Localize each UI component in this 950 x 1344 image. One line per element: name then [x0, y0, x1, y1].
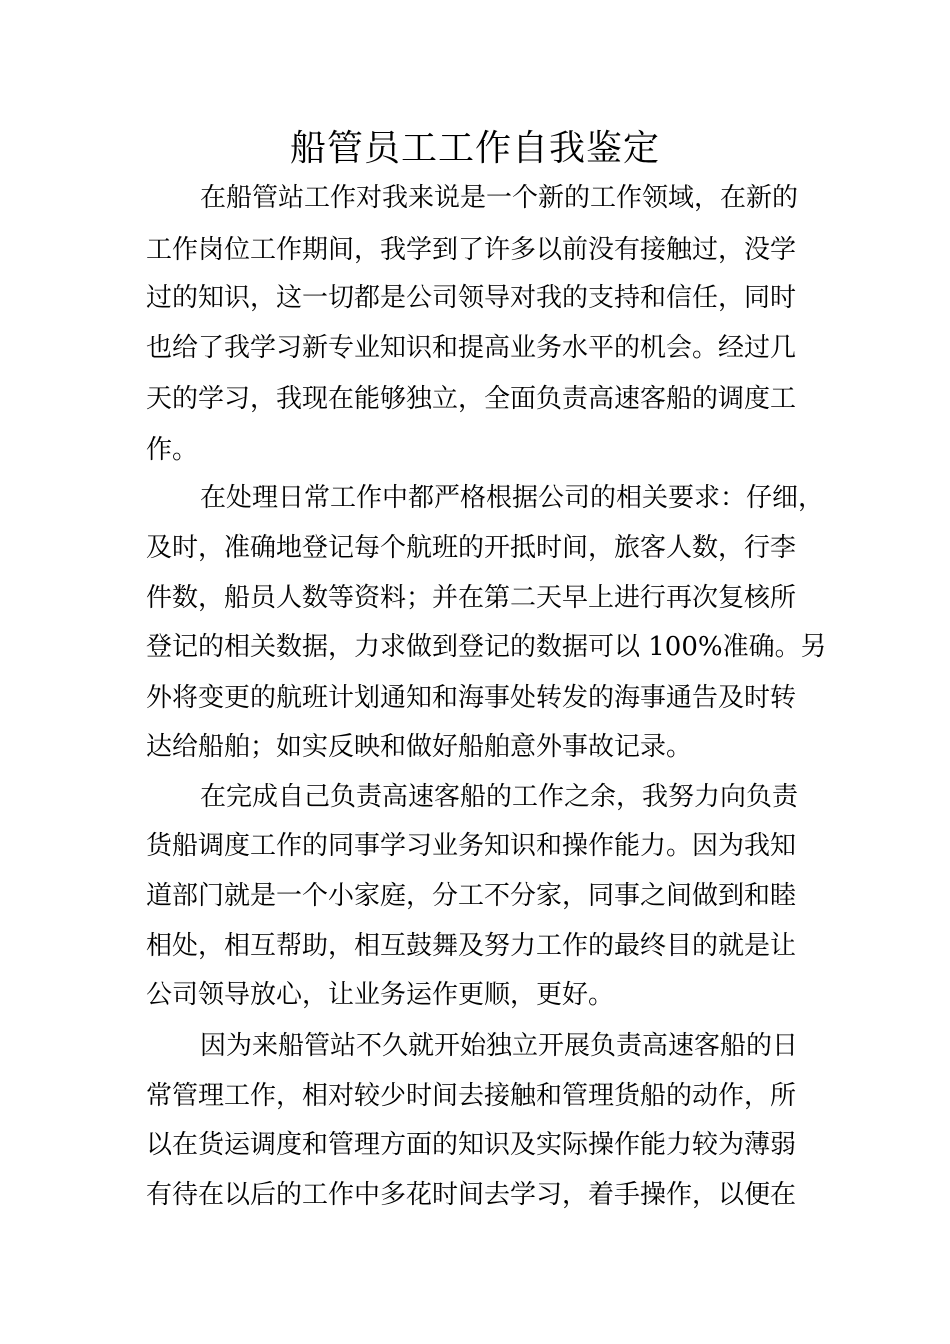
paragraph-1-line-4: 也给了我学习新专业知识和提高业务水平的机会。经过几: [146, 333, 797, 363]
paragraph-3-line-3: 道部门就是一个小家庭，分工不分家，同事之间做到和睦: [146, 881, 797, 911]
paragraph-1-line-2: 工作岗位工作期间，我学到了许多以前没有接触过，没学: [146, 235, 797, 265]
paragraph-1-line-1: 在船管站工作对我来说是一个新的工作领域，在新的: [200, 183, 799, 213]
document-title: 船管员工工作自我鉴定: [289, 128, 660, 169]
paragraph-2-line-2: 及时，准确地登记每个航班的开抵时间，旅客人数，行李: [146, 533, 797, 563]
paragraph-2-line-3: 件数，船员人数等资料；并在第二天早上进行再次复核所: [146, 583, 797, 613]
paragraph-4-line-1: 因为来船管站不久就开始独立开展负责高速客船的日: [200, 1031, 799, 1061]
paragraph-4-line-4: 有待在以后的工作中多花时间去学习，着手操作，以便在: [146, 1180, 797, 1210]
paragraph-3-line-1: 在完成自己负责高速客船的工作之余，我努力向负责: [200, 782, 799, 812]
paragraph-1-line-6: 作。: [146, 435, 199, 465]
paragraph-2-line-5: 外将变更的航班计划通知和海事处转发的海事通告及时转: [146, 683, 797, 713]
paragraph-2-line-6: 达给船舶；如实反映和做好船舶意外事故记录。: [146, 732, 693, 762]
paragraph-1-line-3: 过的知识，这一切都是公司领导对我的支持和信任，同时: [146, 283, 797, 313]
paragraph-4-line-2: 常管理工作，相对较少时间去接触和管理货船的动作，所: [146, 1081, 797, 1111]
paragraph-2-line-1: 在处理日常工作中都严格根据公司的相关要求：仔细，: [200, 483, 825, 513]
paragraph-4-line-3: 以在货运调度和管理方面的知识及实际操作能力较为薄弱: [146, 1130, 797, 1160]
paragraph-2-line-4: 登记的相关数据，力求做到登记的数据可以 100%准确。另: [146, 632, 827, 662]
paragraph-3-line-4: 相处，相互帮助，相互鼓舞及努力工作的最终目的就是让: [146, 931, 797, 961]
paragraph-1-line-5: 天的学习，我现在能够独立，全面负责高速客船的调度工: [146, 384, 797, 414]
paragraph-3-line-5: 公司领导放心，让业务运作更顺，更好。: [146, 980, 615, 1010]
paragraph-3-line-2: 货船调度工作的同事学习业务知识和操作能力。因为我知: [146, 831, 797, 861]
